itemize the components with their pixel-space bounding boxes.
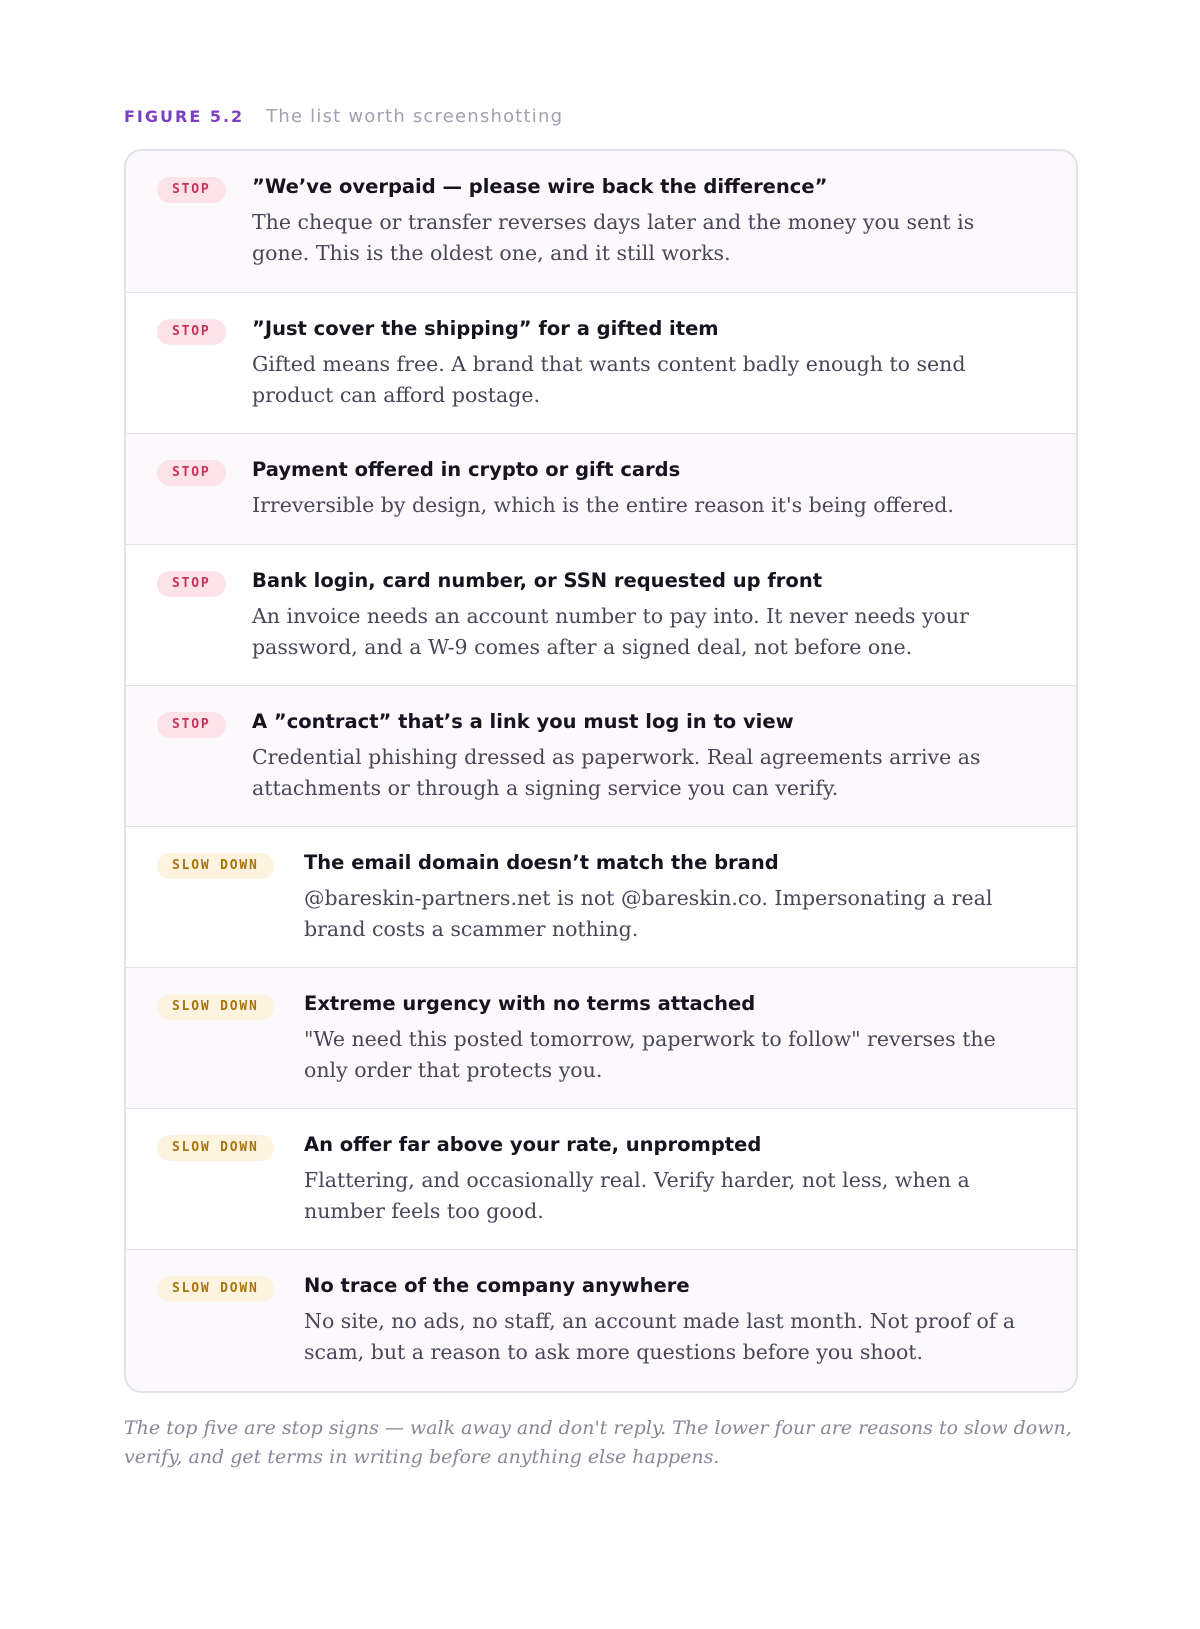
figure-title: The list worth screenshotting [266,106,564,127]
item-content [252,456,1036,521]
item-title: ”We’ve overpaid — please wire back the difference” [252,175,828,198]
item-title: Extreme urgency with no terms attached [304,992,756,1015]
slow-down-badge: SLOW DOWN [157,1135,274,1161]
list-item [126,1249,1076,1390]
stop-badge: STOP [157,571,226,597]
item-description: An invoice needs an account number to pay into. It never needs your password, and a W-9 comes after a signed deal, not before one. [252,604,969,659]
figure-header [124,106,563,127]
list-item [126,151,1076,292]
item-description: The cheque or transfer reverses days later and the money you sent is gone. This is the oldest one, and it still works. [252,210,975,265]
stop-badge: STOP [157,177,226,203]
list-item [126,826,1076,967]
item-description: "We need this posted tomorrow, paperwork to follow" reverses the only order that protects you. [304,1027,996,1082]
slow-down-badge: SLOW DOWN [157,994,274,1020]
item-content [304,990,1036,1085]
list-item [126,433,1076,544]
item-content [252,173,1036,268]
item-description: Flattering, and occasionally real. Verify harder, not less, when a number feels too good. [304,1168,970,1223]
figure-label: FIGURE 5.2 [124,107,245,126]
figure-caption: The top five are stop signs — walk away and don't reply. The lower four are reasons to slow down, verify, and get terms in writing before anything else happens. [124,1417,1072,1468]
item-title: Payment offered in crypto or gift cards [252,458,681,481]
item-title: Bank login, card number, or SSN requested up front [252,569,823,592]
list-item [126,292,1076,433]
stop-badge: STOP [157,460,226,486]
item-description: @bareskin-partners.net is not @bareskin.co. Impersonating a real brand costs a scammer nothing. [304,886,993,941]
item-description: Gifted means free. A brand that wants content badly enough to send product can afford postage. [252,352,966,407]
item-content [252,315,1036,410]
item-description: Credential phishing dressed as paperwork. Real agreements arrive as attachments or through a signing service you can verify. [252,745,981,800]
item-title: No trace of the company anywhere [304,1274,690,1297]
item-description: Irreversible by design, which is the entire reason it's being offered. [252,493,954,517]
list-item [126,544,1076,685]
stop-badge: STOP [157,712,226,738]
item-content [304,1272,1036,1367]
item-title: An offer far above your rate, unprompted [304,1133,762,1156]
list-item [126,685,1076,826]
item-title: ”Just cover the shipping” for a gifted item [252,317,719,340]
slow-down-badge: SLOW DOWN [157,1276,274,1302]
item-description: No site, no ads, no staff, an account made last month. Not proof of a scam, but a reason to ask more questions before you shoot. [304,1309,1016,1364]
item-title: The email domain doesn’t match the brand [304,851,779,874]
item-title: A ”contract” that’s a link you must log in to view [252,710,794,733]
item-content [252,567,1036,662]
item-content [252,708,1036,803]
slow-down-badge: SLOW DOWN [157,853,274,879]
red-flag-list [124,149,1078,1393]
list-item [126,967,1076,1108]
list-item [126,1108,1076,1249]
item-content [304,849,1036,944]
item-content [304,1131,1036,1226]
stop-badge: STOP [157,319,226,345]
